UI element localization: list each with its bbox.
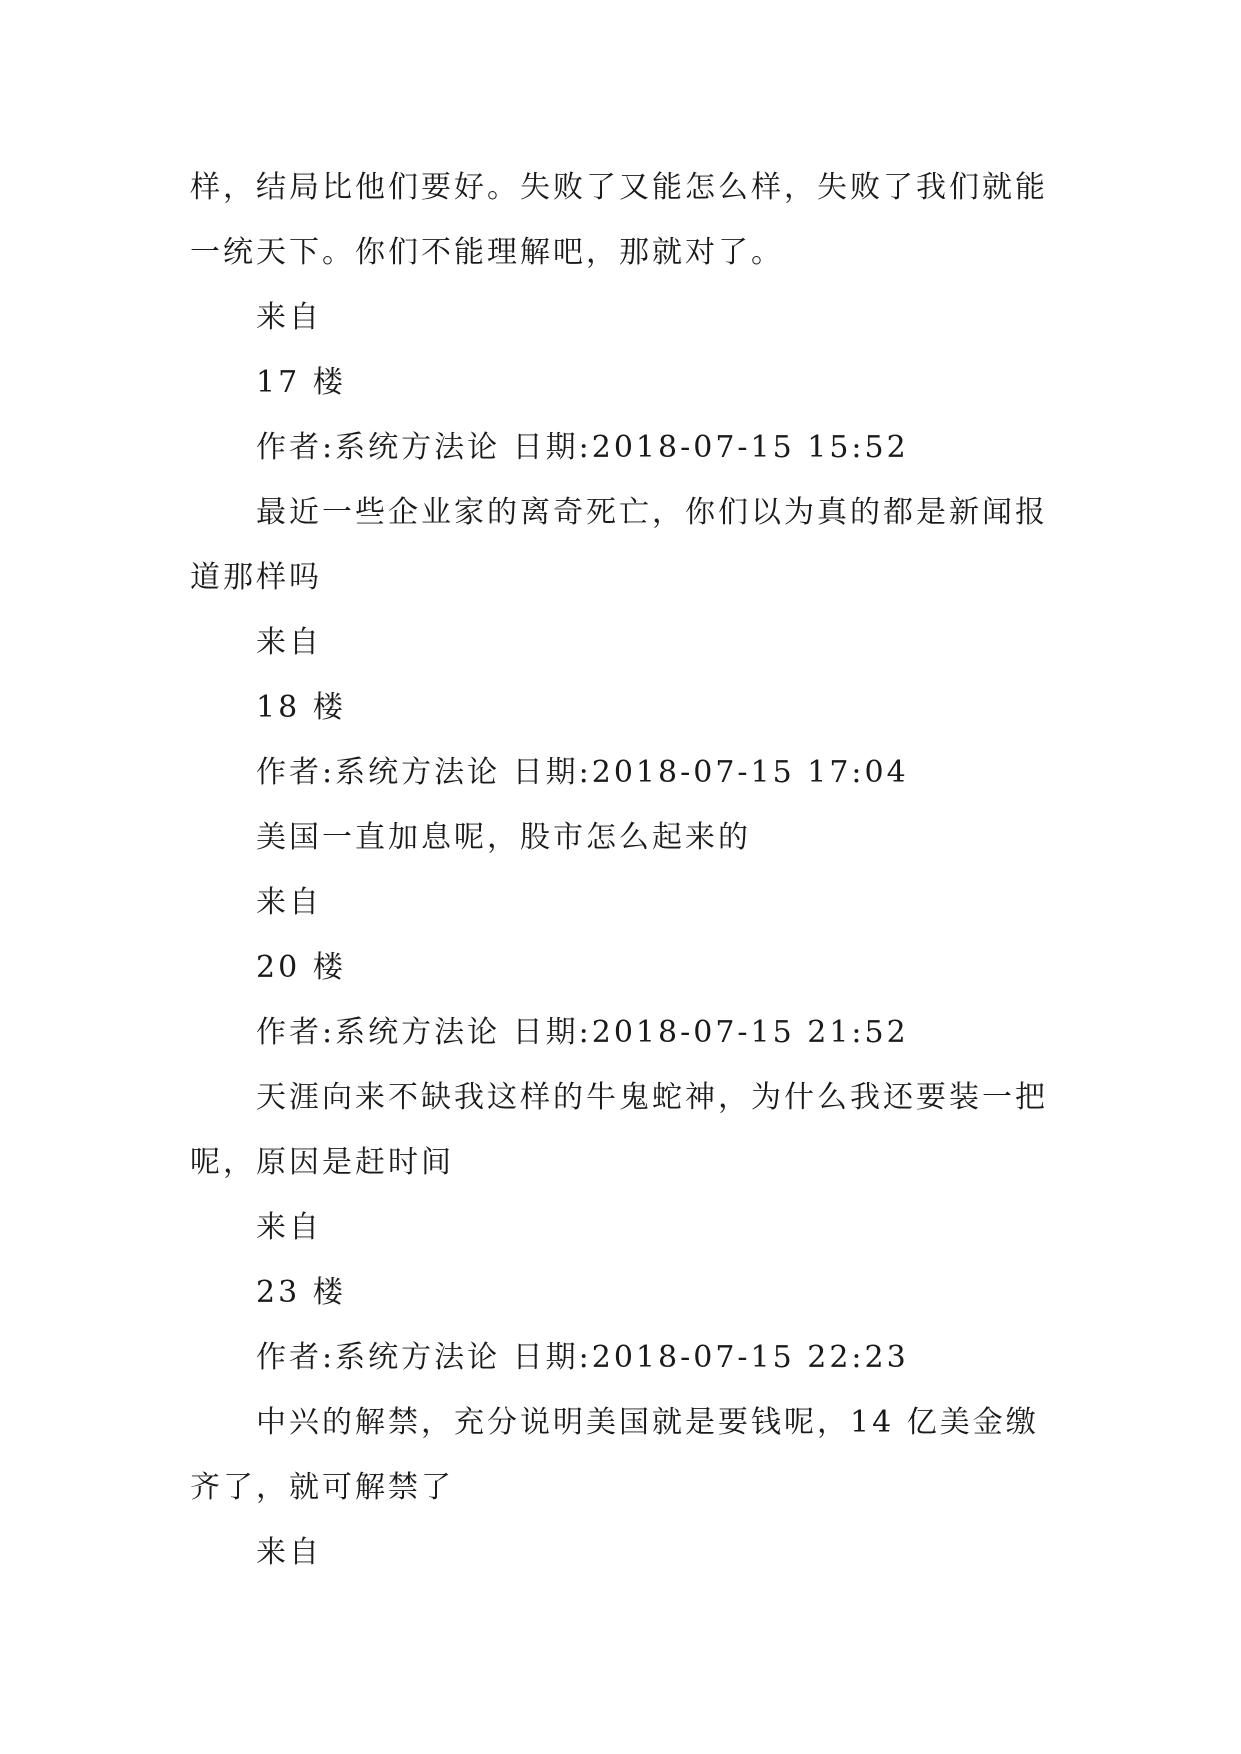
post-meta: 作者:系统方法论 日期:2018-07-15 17:04: [256, 755, 909, 790]
source-label: 来自: [256, 625, 322, 660]
post-meta: 作者:系统方法论 日期:2018-07-15 21:52: [256, 1015, 909, 1050]
source-label: 来自: [256, 300, 322, 335]
post-meta: 作者:系统方法论 日期:2018-07-15 22:23: [256, 1340, 909, 1375]
post-meta: 作者:系统方法论 日期:2018-07-15 15:52: [256, 430, 909, 465]
floor-number: 18 楼: [256, 690, 346, 725]
source-label: 来自: [256, 885, 322, 920]
document-body: [190, 155, 1052, 1585]
floor-number: 20 楼: [256, 950, 346, 985]
floor-number: 17 楼: [256, 365, 346, 400]
floor-number: 23 楼: [256, 1275, 346, 1310]
source-label: 来自: [256, 1535, 322, 1570]
post-body: 美国一直加息呢，股市怎么起来的: [256, 820, 751, 855]
post-body: 最近一些企业家的离奇死亡，你们以为真的都是新闻报道那样吗: [190, 495, 1048, 595]
paragraph-continuation: 样，结局比他们要好。失败了又能怎么样，失败了我们就能一统天下。你们不能理解吧，那就对了。: [190, 170, 1048, 270]
post-body: 天涯向来不缺我这样的牛鬼蛇神，为什么我还要装一把呢，原因是赶时间: [190, 1080, 1048, 1180]
source-label: 来自: [256, 1210, 322, 1245]
post-body: 中兴的解禁，充分说明美国就是要钱呢，14 亿美金缴齐了，就可解禁了: [190, 1405, 1039, 1505]
